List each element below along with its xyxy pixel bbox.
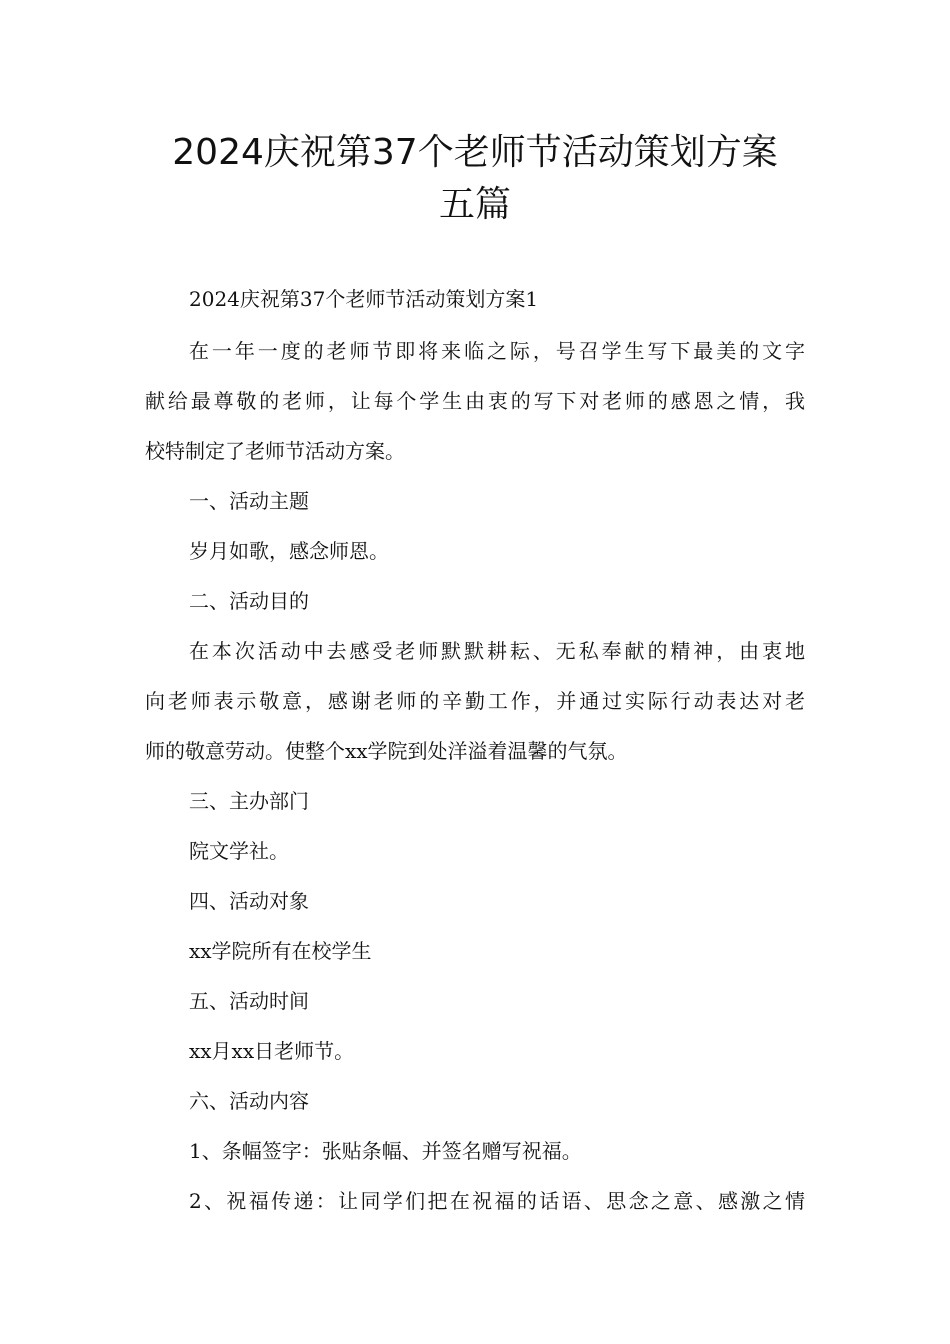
section-heading: 一、活动主题 — [189, 489, 309, 513]
section-heading: 二、活动目的 — [189, 589, 309, 613]
section-heading: 六、活动内容 — [189, 1089, 309, 1113]
section-heading: 四、活动对象 — [189, 889, 309, 913]
list-item: 2、祝福传递：让同学们把在祝福的话语、思念之意、感激之情 — [189, 1189, 805, 1213]
paragraph-line: 向老师表示敬意，感谢老师的辛勤工作，并通过实际行动表达对老 — [145, 689, 805, 713]
paragraph-line: xx月xx日老师节。 — [189, 1039, 355, 1063]
paragraph-line: 在本次活动中去感受老师默默耕耘、无私奉献的精神，由衷地 — [189, 639, 805, 663]
paragraph-line: 院文学社。 — [189, 839, 289, 863]
paragraph-line: xx学院所有在校学生 — [189, 939, 372, 963]
section-heading: 五、活动时间 — [189, 989, 309, 1013]
paragraph-line: 师的敬意劳动。使整个xx学院到处洋溢着温馨的气氛。 — [145, 739, 628, 763]
paragraph-line: 岁月如歌，感念师恩。 — [189, 539, 389, 563]
list-item: 1、条幅签字：张贴条幅、并签名赠写祝福。 — [189, 1139, 582, 1163]
document-title-line-1: 2024庆祝第37个老师节活动策划方案 — [172, 132, 778, 173]
paragraph-line: 校特制定了老师节活动方案。 — [145, 439, 405, 463]
document-title-line-2: 五篇 — [438, 184, 511, 225]
paragraph-line: 在一年一度的老师节即将来临之际，号召学生写下最美的文字 — [189, 339, 805, 363]
section-heading: 三、主办部门 — [189, 789, 309, 813]
paragraph-line: 献给最尊敬的老师，让每个学生由衷的写下对老师的感恩之情，我 — [145, 389, 805, 413]
section-heading-plan-1: 2024庆祝第37个老师节活动策划方案1 — [189, 287, 539, 311]
